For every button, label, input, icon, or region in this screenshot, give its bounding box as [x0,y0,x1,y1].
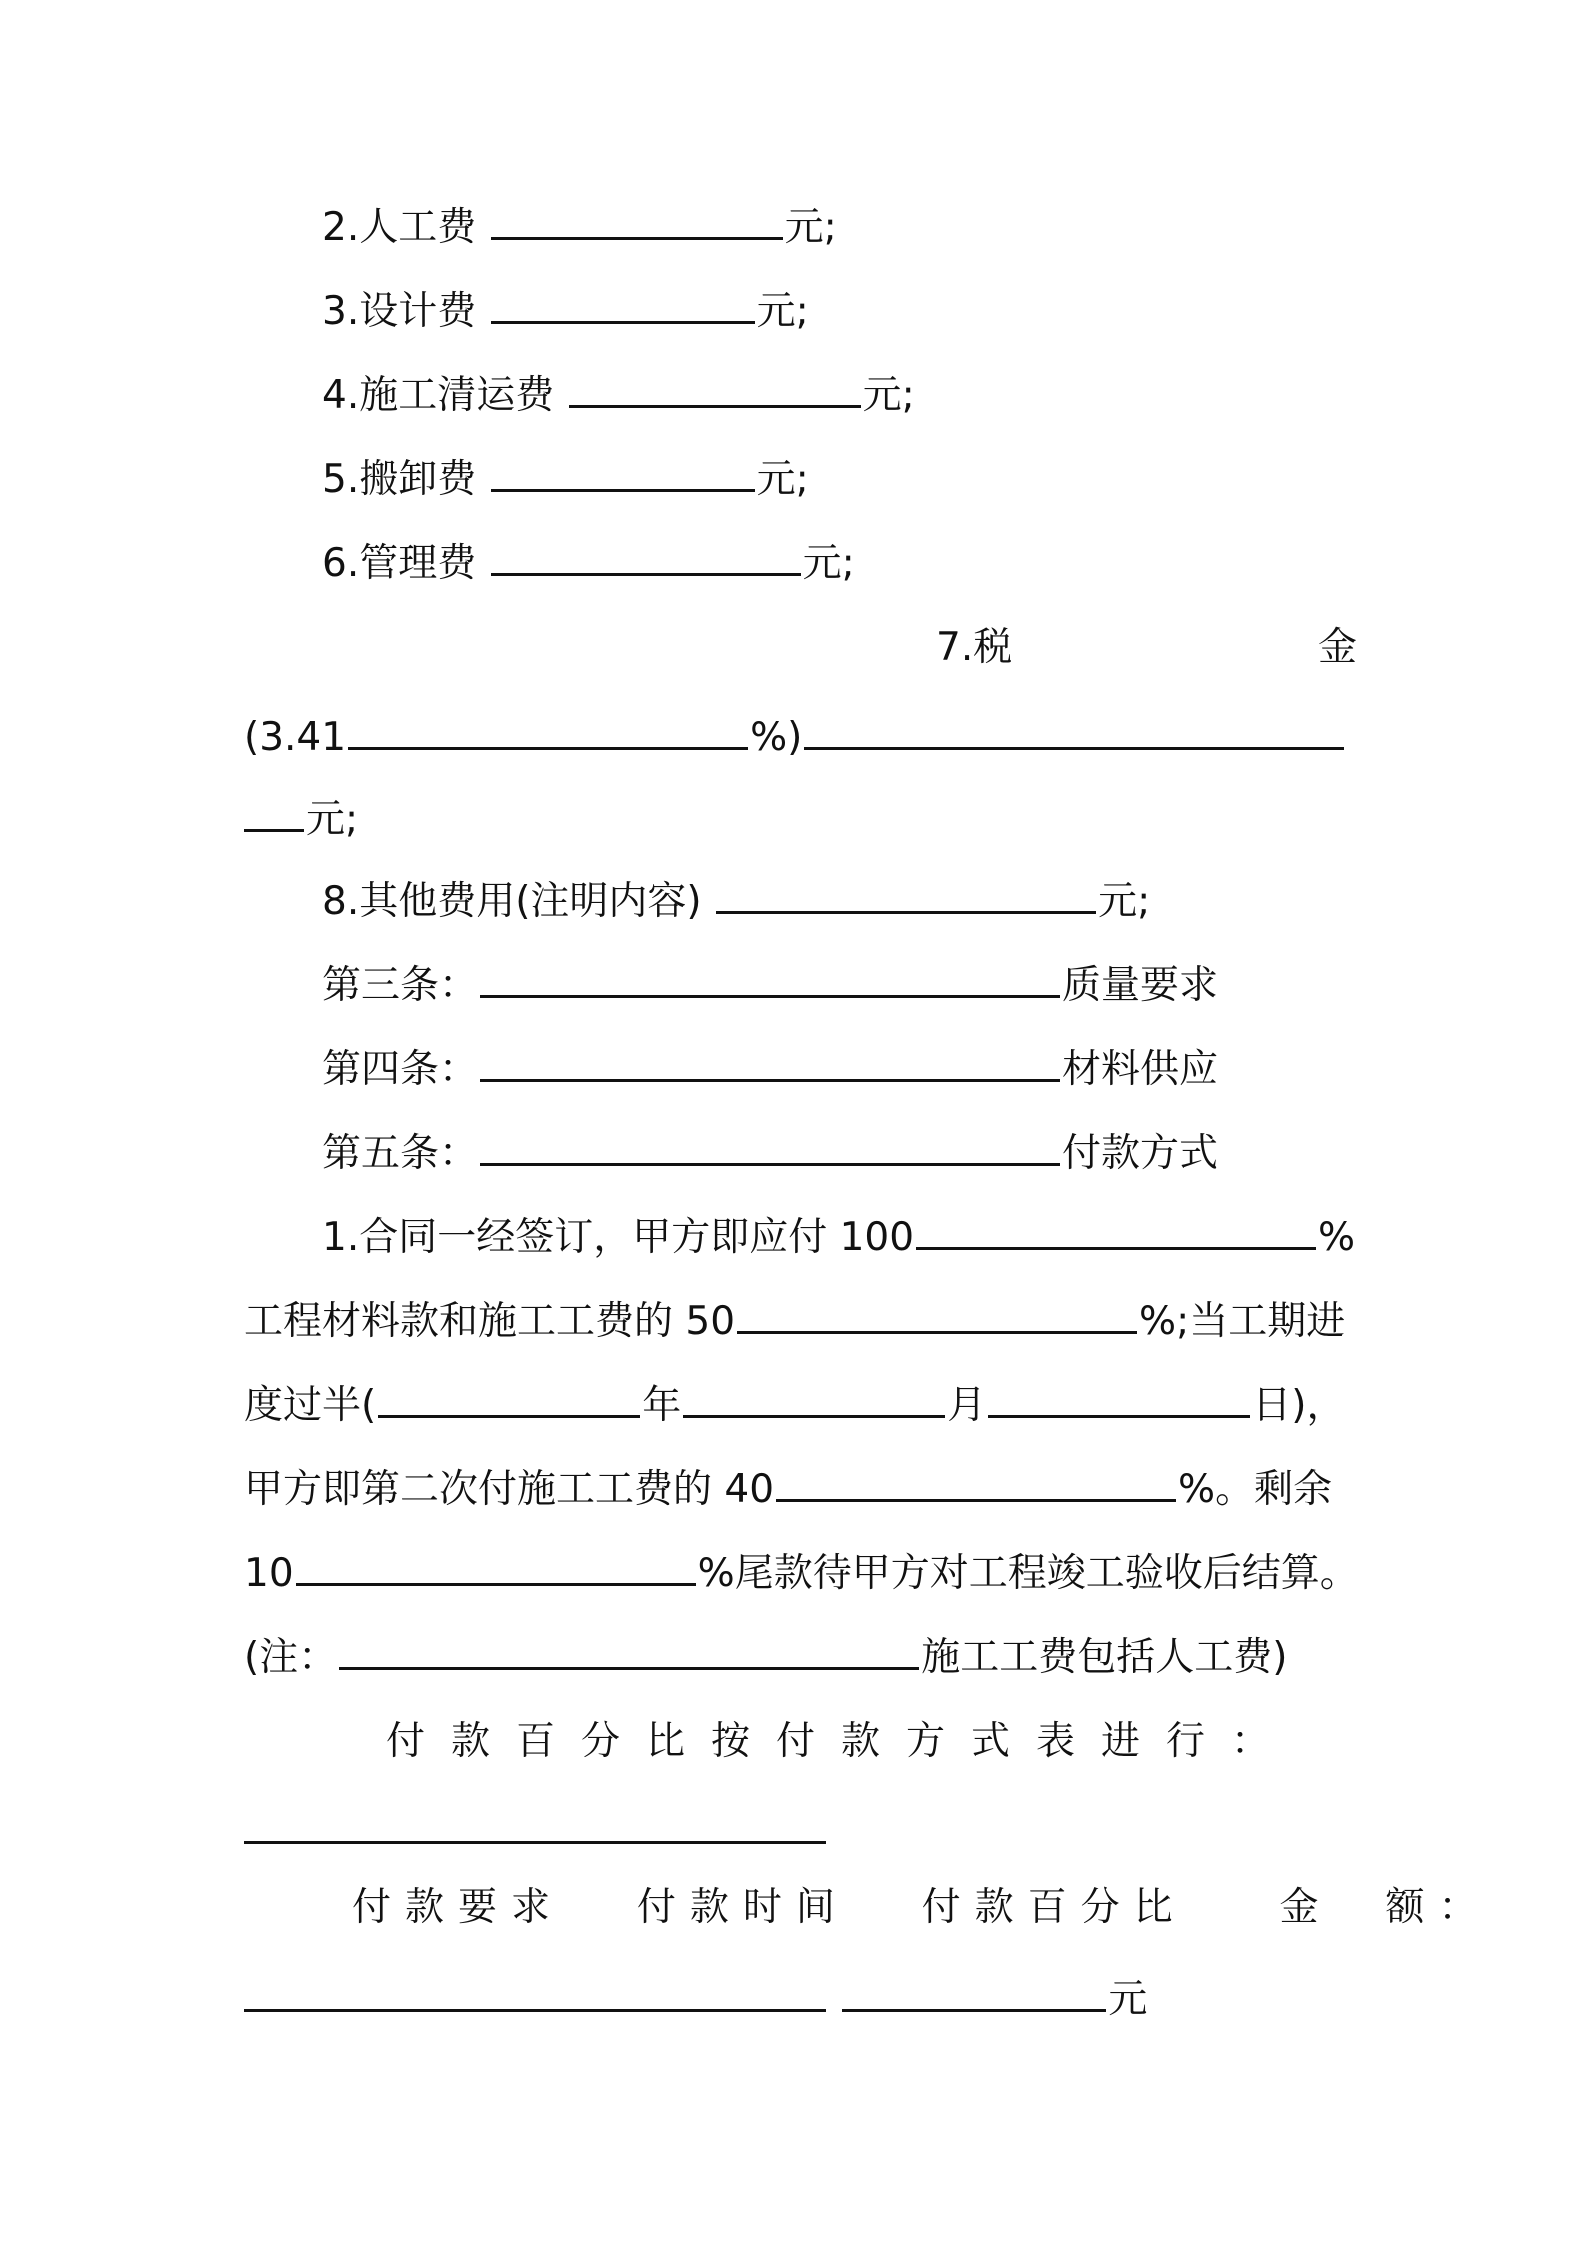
item-tax-rate: (3.41 %) [244,718,1346,757]
item-labor: 2.人工费 元; [322,205,837,250]
payment-line-1: 1.合同一经签订，甲方即应付 100 % [322,1215,1356,1260]
blank-field[interactable] [480,1159,1060,1166]
item-tax-label: 7.税 [936,625,1013,670]
blank-field[interactable] [776,1495,1176,1502]
blank-field[interactable] [296,1579,696,1586]
blank-field[interactable] [491,485,755,492]
blank-field[interactable] [378,1411,640,1418]
article-3: 第三条： 质量要求 [322,963,1219,1008]
blank-field[interactable] [480,1075,1060,1082]
blank-field[interactable] [716,907,1096,914]
blank-field[interactable] [916,1243,1316,1250]
payment-table-intro: 付款百分比按付款方式表进行： [386,1719,1297,1764]
item-design: 3.设计费 元; [322,289,809,334]
item-other: 8.其他费用(注明内容) 元; [322,879,1151,924]
blank-field[interactable] [480,991,1060,998]
blank-field[interactable] [244,825,304,832]
blank-field[interactable] [988,1411,1250,1418]
payment-table-row: 元 [244,1980,1147,2019]
item-tax-amount: 元; [244,800,358,839]
item-management: 6.管理费 元; [322,541,855,586]
blank-field[interactable] [339,1663,919,1670]
blank-field[interactable] [348,743,748,750]
blank-field[interactable] [244,2005,826,2012]
payment-line-4: 甲方即第二次付施工工费的 40 %。剩余 [244,1467,1333,1512]
payment-note: (注： 施工工费包括人工费) [244,1635,1288,1680]
payment-line-5: 10 %尾款待甲方对工程竣工验收后结算。 [244,1551,1359,1596]
blank-field[interactable] [491,569,801,576]
item-tax-label-2: 金 [1318,625,1358,670]
blank-field[interactable] [491,317,755,324]
col-time: 付款时间 [636,1885,849,1930]
col-amount: 金 额： [1279,1885,1492,1930]
blank-field[interactable] [737,1327,1137,1334]
article-4: 第四条： 材料供应 [322,1047,1219,1092]
col-percentage: 付款百分比 [921,1885,1187,1930]
blank-field[interactable] [244,1837,826,1844]
item-handling: 5.搬卸费 元; [322,457,809,502]
blank-field[interactable] [569,401,861,408]
blank-field[interactable] [804,743,1344,750]
item-cleanup: 4.施工清运费 元; [322,373,915,418]
blank-field[interactable] [491,233,783,240]
payment-line-2: 工程材料款和施工工费的 50 %;当工期进 [244,1299,1346,1344]
payment-table-header [352,1885,1492,1930]
payment-table-intro-blank [244,1812,828,1851]
article-5: 第五条： 付款方式 [322,1131,1219,1176]
blank-field[interactable] [842,2005,1106,2012]
col-requirement: 付款要求 [352,1885,565,1930]
payment-line-3: 度过半( 年 月 日)， [244,1383,1346,1428]
blank-field[interactable] [683,1411,945,1418]
